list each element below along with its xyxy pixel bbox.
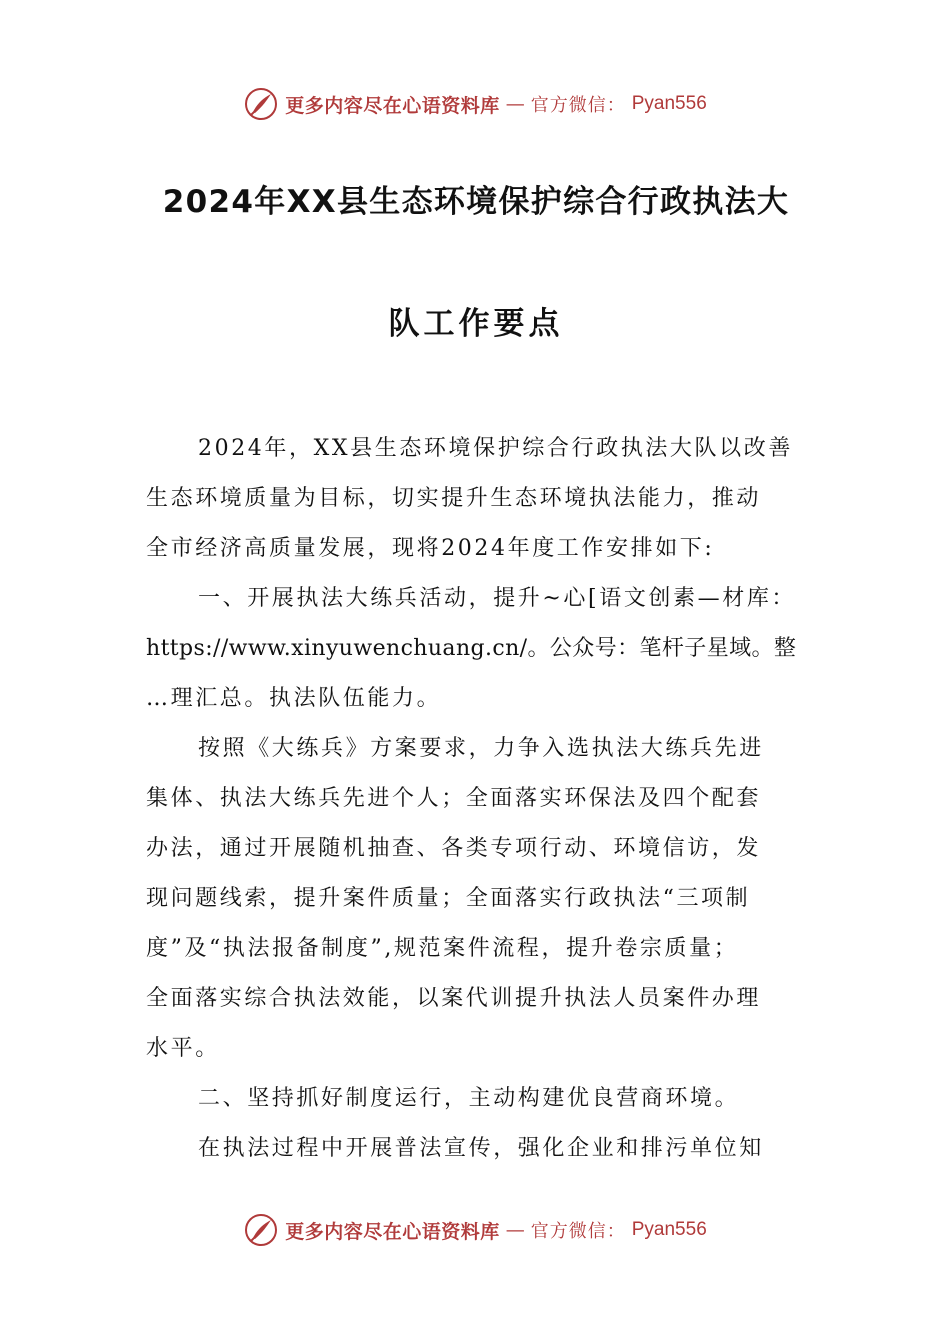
watermark-wechat-id: Pyan556	[631, 1219, 707, 1240]
quill-logo-icon	[243, 1212, 279, 1248]
body-line: 在执法过程中开展普法宣传，强化企业和排污单位知	[198, 1136, 764, 1161]
body-line: 按照《大练兵》方案要求，力争入选执法大练兵先进	[198, 736, 764, 761]
header-watermark	[0, 84, 950, 124]
watermark-separator: —	[505, 1219, 525, 1241]
watermark-brand: 更多内容尽在心语资料库	[285, 94, 500, 117]
body-line-url: https://www.xinyuwenchuang.cn/。公众号：笔杆子星域。整	[146, 636, 797, 661]
quill-logo-icon	[243, 86, 279, 122]
watermark-separator: —	[505, 93, 525, 115]
body-line: 集体、执法大练兵先进个人；全面落实环保法及四个配套	[146, 786, 762, 811]
body-line: 生态环境质量为目标，切实提升生态环境执法能力，推动	[146, 486, 762, 511]
watermark-official: 官方微信：	[530, 95, 626, 116]
body-line: 2024年，XX县生态环境保护综合行政执法大队以改善	[198, 436, 793, 461]
footer-watermark	[0, 1210, 950, 1250]
section-heading-2: 二、坚持抓好制度运行，主动构建优良营商环境。	[198, 1086, 740, 1111]
document-body	[146, 424, 806, 1174]
body-line: 水平。	[146, 1036, 220, 1061]
section-heading-1: 一、开展执法大练兵活动，提升~心[语文创素—材库：	[198, 586, 797, 611]
document-title-line-1: 2024年XX县生态环境保护综合行政执法大	[162, 184, 790, 220]
body-line: 全市经济高质量发展，现将2024年度工作安排如下:	[146, 536, 715, 561]
document-title-line-2: 队工作要点	[388, 306, 564, 342]
body-line: 度”及“执法报备制度”,规范案件流程，提升卷宗质量；	[146, 936, 739, 961]
body-line: 办法，通过开展随机抽查、各类专项行动、环境信访，发	[146, 836, 762, 861]
watermark-brand: 更多内容尽在心语资料库	[285, 1220, 500, 1243]
watermark-official: 官方微信：	[530, 1221, 626, 1242]
body-line: 现问题线索，提升案件质量；全面落实行政执法“三项制	[146, 886, 751, 911]
body-line: …理汇总。执法队伍能力。	[146, 686, 442, 711]
watermark-wechat-id: Pyan556	[631, 93, 707, 114]
body-line: 全面落实综合执法效能，以案代训提升执法人员案件办理	[146, 986, 762, 1011]
